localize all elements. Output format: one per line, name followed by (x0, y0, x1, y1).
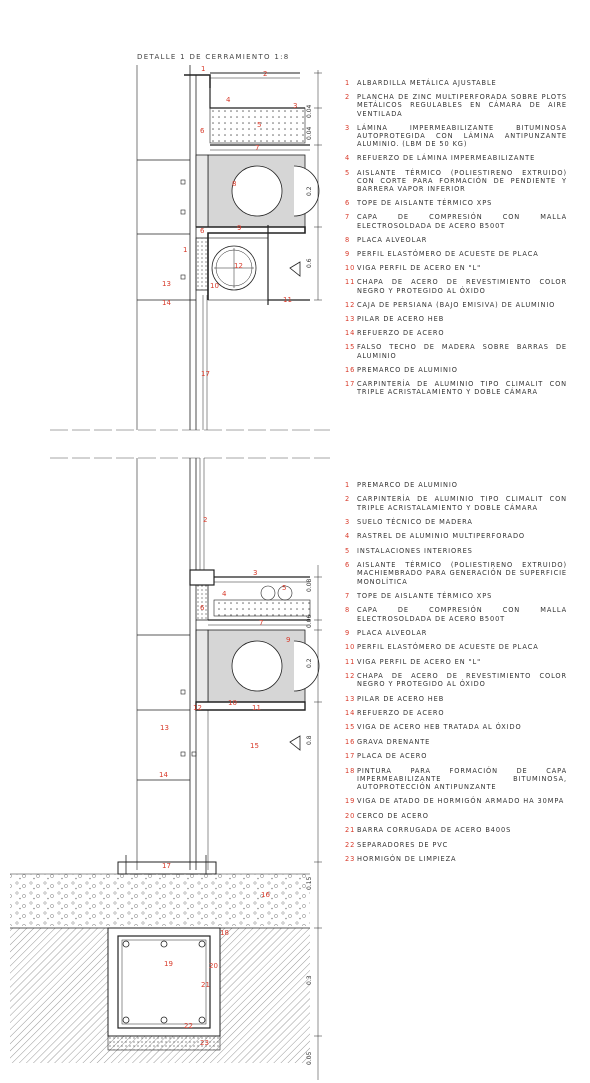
legend-item (345, 797, 567, 805)
callout-number: 19 (164, 960, 173, 968)
legend-item (345, 592, 567, 600)
legend-item-number: 16 (345, 737, 356, 746)
legend-item (345, 738, 567, 746)
legend-item-text: PLACA ALVEOLAR (357, 235, 428, 244)
legend-item-number: 8 (345, 235, 351, 244)
legend-item-number: 3 (345, 517, 351, 526)
callout-number: 4 (222, 590, 227, 598)
callout-number: 13 (160, 724, 169, 732)
legend-item-text: CARPINTERÍA DE ALUMINIO TIPO CLIMALIT CON TRIPLE ACRISTALAMIENTO Y DOBLE CÁMARA (357, 495, 567, 512)
legend-item (345, 709, 567, 717)
legend-item (345, 767, 567, 792)
legend-item (345, 301, 567, 309)
legend-item (345, 315, 567, 323)
legend-item-number: 3 (345, 123, 351, 132)
dimension-label: 0.04 (306, 126, 313, 140)
legend-item-number: 20 (345, 811, 356, 820)
legend-item (345, 250, 567, 258)
legend-item-text: TOPE DE AISLANTE TÉRMICO XPS (357, 199, 493, 208)
dimension-label: 0.2 (306, 186, 313, 196)
legend-item-text: CAJA DE PERSIANA (BAJO EMISIVA) DE ALUMINIO (357, 300, 556, 309)
legend-item (345, 329, 567, 337)
legend-item-number: 18 (345, 766, 356, 775)
dimension-label: 0.08 (306, 578, 313, 592)
callout-number: 21 (201, 981, 210, 989)
legend-item-number: 5 (345, 546, 351, 555)
callout-number: 17 (201, 370, 210, 378)
top-detail (50, 65, 330, 430)
dimension-label: 0.05 (306, 1051, 313, 1065)
legend-item-number: 7 (345, 591, 351, 600)
legend-item-text: BARRA CORRUGADA DE ACERO B400S (357, 826, 512, 835)
legend-item (345, 79, 567, 87)
callout-number: 22 (184, 1022, 193, 1030)
callout-number: 20 (209, 962, 218, 970)
legend-item (345, 264, 567, 272)
callout-number: 16 (261, 891, 270, 899)
callout-number: 5 (282, 584, 287, 592)
legend-item-text: PILAR DE ACERO HEB (357, 315, 445, 324)
callout-number: 6 (200, 604, 205, 612)
legend-item (345, 518, 567, 526)
legend-item-text: CARPINTERÍA DE ALUMINIO TIPO CLIMALIT CON TRIPLE ACRISTALAMIENTO Y DOBLE CÁMARA (357, 380, 567, 397)
legend-item-text: REFUERZO DE ACERO (357, 329, 445, 338)
legend-item (345, 278, 567, 294)
callout-number: 1 (183, 246, 188, 254)
callout-number: 8 (232, 180, 237, 188)
legend-item-text: CAPA DE COMPRESIÓN CON MALLA ELECTROSOLDADA DE ACERO B500T (357, 606, 567, 623)
legend-item-text: PERFIL ELASTÓMERO DE ACUESTE DE PLACA (357, 250, 539, 259)
legend-item-number: 15 (345, 343, 356, 352)
legend-item (345, 343, 567, 359)
legend-item (345, 213, 567, 229)
legend-item-number: 11 (345, 278, 356, 287)
legend-item-text: PLACA ALVEOLAR (357, 628, 428, 637)
callout-number: 9 (286, 636, 291, 644)
legend-item (345, 154, 567, 162)
legend-item (345, 629, 567, 637)
legend-item-number: 9 (345, 250, 351, 259)
legend-item (345, 481, 567, 489)
legend-item-text: SEPARADORES DE PVC (357, 840, 449, 849)
legend-item (345, 124, 567, 149)
legend-item-number: 19 (345, 797, 356, 806)
legend-item-number: 23 (345, 855, 356, 864)
callout-number: 10 (210, 282, 219, 290)
legend-item (345, 723, 567, 731)
legend-item (345, 695, 567, 703)
dimension-label: 0.2 (306, 658, 313, 668)
callout-number: 12 (234, 262, 243, 270)
dimension-label: 0.6 (306, 258, 313, 268)
legend-item-number: 5 (345, 168, 351, 177)
legend-item-text: AISLANTE TÉRMICO (POLIESTIRENO EXTRUIDO) CON CORTE PARA FORMACIÓN DE PENDIENTE Y BARRERA VAPOR INFERIOR (357, 168, 567, 194)
callout-number: 14 (159, 771, 168, 779)
legend-item-number: 7 (345, 213, 351, 222)
legend-item (345, 236, 567, 244)
legend-item (345, 547, 567, 555)
legend-item-text: PERFIL ELASTÓMERO DE ACUESTE DE PLACA (357, 643, 539, 652)
callout-number: 3 (293, 102, 298, 110)
callout-number: 17 (162, 862, 171, 870)
legend-item-text: VIGA PERFIL DE ACERO EN "L" (357, 657, 482, 666)
dimension-label: 0.06 (306, 614, 313, 628)
callout-number: 10 (228, 699, 237, 707)
legend-item-text: VIGA DE ATADO DE HORMIGÓN ARMADO HA 30MPA (357, 797, 565, 806)
legend-item-number: 6 (345, 561, 351, 570)
legend-item (345, 812, 567, 820)
callout-number: 9 (237, 224, 242, 232)
callout-number: 11 (252, 704, 261, 712)
bottom-detail (10, 458, 330, 1080)
legend-item (345, 199, 567, 207)
legend-item-number: 12 (345, 672, 356, 681)
legend-item-text: CHAPA DE ACERO DE REVESTIMIENTO COLOR NEGRO Y PROTEGIDO AL ÓXIDO (357, 278, 567, 295)
callout-number: 23 (200, 1039, 209, 1047)
legend-item-number: 15 (345, 723, 356, 732)
legend-item (345, 93, 567, 118)
legend-item-text: VIGA DE ACERO HEB TRATADA AL ÓXIDO (357, 723, 522, 732)
legend-item-number: 21 (345, 826, 356, 835)
legend-item-text: PINTURA PARA FORMACIÓN DE CAPA IMPERMEABILIZANTE BITUMINOSA, AUTOPROTECCIÓN ANTIPUNZANTE (357, 766, 567, 792)
callout-number: 11 (283, 296, 292, 304)
legend-item (345, 658, 567, 666)
legend-item (345, 606, 567, 622)
legend-item-text: PREMARCO DE ALUMINIO (357, 365, 458, 374)
legend-item-number: 10 (345, 643, 356, 652)
legend-item-text: CERCO DE ACERO (357, 811, 429, 820)
legend-item (345, 495, 567, 511)
legend-item-number: 4 (345, 532, 351, 541)
callout-number: 15 (250, 742, 259, 750)
legend-item-text: INSTALACIONES INTERIORES (357, 546, 473, 555)
legend-item (345, 380, 567, 396)
legend-item-number: 6 (345, 199, 351, 208)
legend-item-text: PREMARCO DE ALUMINIO (357, 481, 458, 489)
callout-number: 5 (257, 121, 262, 129)
legend-item (345, 532, 567, 540)
legend-item-number: 11 (345, 657, 356, 666)
callout-number: 2 (203, 516, 208, 524)
legend-top (345, 79, 567, 402)
legend-item-number: 17 (345, 380, 356, 389)
callout-number: 6 (200, 127, 205, 135)
legend-item-number: 13 (345, 315, 356, 324)
legend-item-text: REFUERZO DE LÁMINA IMPERMEABILIZANTE (357, 154, 536, 163)
callout-number: 4 (226, 96, 231, 104)
legend-item (345, 855, 567, 863)
legend-item (345, 672, 567, 688)
legend-item-text: RASTREL DE ALUMINIO MULTIPERFORADO (357, 532, 526, 541)
legend-item-text: ALBARDILLA METÁLICA AJUSTABLE (357, 79, 497, 87)
legend-item-text: TOPE DE AISLANTE TÉRMICO XPS (357, 591, 493, 600)
legend-item-text: AISLANTE TÉRMICO (POLIESTIRENO EXTRUIDO) MACHIEMBRADO PARA GENERACIÓN DE SUPERFICIE MONOLÍTICA (357, 561, 567, 586)
legend-item (345, 752, 567, 760)
dimension-label: 0.15 (306, 876, 313, 890)
callout-number: 6 (200, 227, 205, 235)
legend-item-text: REFUERZO DE ACERO (357, 709, 445, 718)
legend-item-number: 16 (345, 365, 356, 374)
legend-item (345, 169, 567, 194)
legend-item-text: PILAR DE ACERO HEB (357, 694, 445, 703)
legend-item-number: 17 (345, 752, 356, 761)
legend-item-text: SUELO TÉCNICO DE MADERA (357, 517, 473, 526)
legend-item-text: VIGA PERFIL DE ACERO EN "L" (357, 264, 482, 273)
legend-item-text: LÁMINA IMPERMEABILIZANTE BITUMINOSA AUTOPROTEGIDA CON LÁMINA ANTIPUNZANTE ALUMINIO. (LBM DE 50 KG) (357, 123, 567, 149)
callout-number: 3 (253, 569, 258, 577)
legend-item-number: 14 (345, 329, 356, 338)
legend-item-number: 2 (345, 93, 351, 102)
legend-item-text: CHAPA DE ACERO DE REVESTIMIENTO COLOR NEGRO Y PROTEGIDO AL ÓXIDO (357, 672, 567, 689)
callout-number: 13 (162, 280, 171, 288)
legend-item-number: 4 (345, 154, 351, 163)
legend-item-number: 22 (345, 840, 356, 849)
drawing-title: DETALLE 1 DE CERRAMIENTO 1:8 (137, 53, 290, 61)
legend-item-number: 1 (345, 481, 351, 489)
legend-item (345, 561, 567, 586)
dimension-label: 0.8 (306, 735, 313, 745)
legend-item-text: PLANCHA DE ZINC MULTIPERFORADA SOBRE PLOTS METÁLICOS REGULABLES EN CÁMARA DE AIRE VENTILADA (357, 93, 567, 118)
dimension-label: 0.3 (306, 975, 313, 985)
legend-item-text: CAPA DE COMPRESIÓN CON MALLA ELECTROSOLDADA DE ACERO B500T (357, 213, 567, 230)
legend-item (345, 841, 567, 849)
legend-item-number: 2 (345, 495, 351, 504)
legend-item-text: PLACA DE ACERO (357, 752, 428, 761)
legend-item (345, 643, 567, 651)
legend-item-number: 14 (345, 709, 356, 718)
legend-item-number: 12 (345, 300, 356, 309)
legend-bottom (345, 481, 567, 869)
legend-item-text: HORMIGÓN DE LIMPIEZA (357, 855, 457, 864)
legend-item-number: 13 (345, 694, 356, 703)
legend-item-text: FALSO TECHO DE MADERA SOBRE BARRAS DE ALUMINIO (357, 343, 567, 360)
callout-number: 14 (162, 299, 171, 307)
callout-number: 7 (259, 619, 264, 627)
legend-item (345, 366, 567, 374)
callout-number: 18 (220, 929, 229, 937)
legend-item-text: GRAVA DRENANTE (357, 737, 431, 746)
legend-item-number: 8 (345, 606, 351, 615)
callout-number: 2 (263, 70, 268, 78)
legend-item-number: 1 (345, 79, 351, 87)
legend-item-number: 9 (345, 628, 351, 637)
legend-item (345, 826, 567, 834)
callout-number: 7 (255, 144, 260, 152)
callout-number: 12 (193, 704, 202, 712)
dimension-label: 0.04 (306, 104, 313, 118)
legend-item-number: 10 (345, 264, 356, 273)
callout-number: 1 (201, 65, 206, 73)
